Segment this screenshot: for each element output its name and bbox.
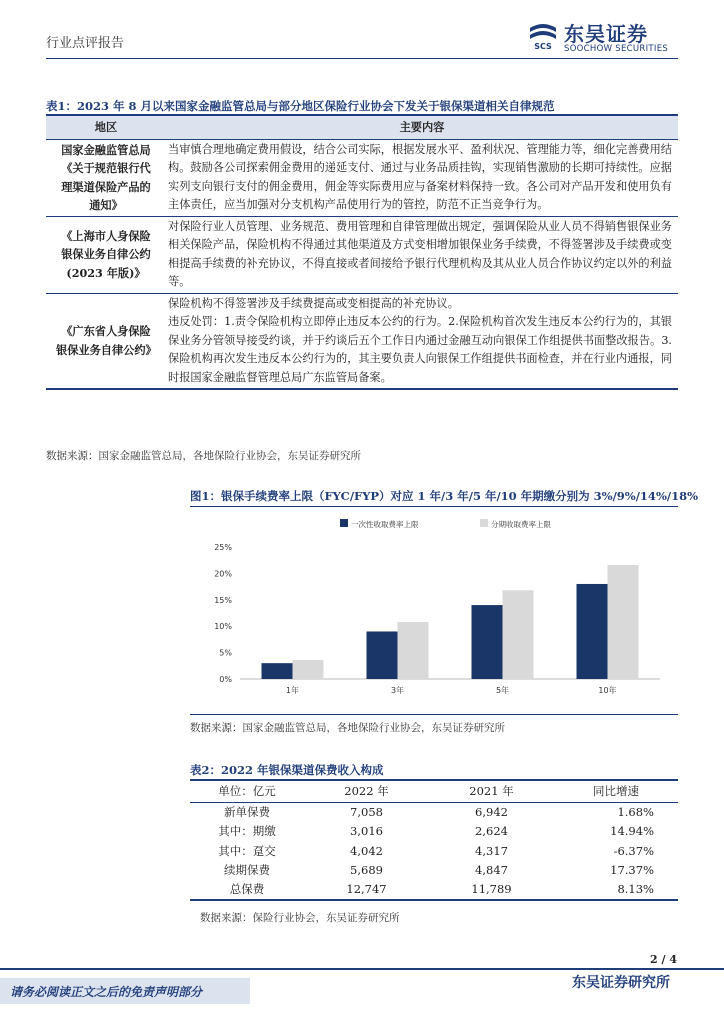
value-2022: 5,689 — [350, 863, 383, 878]
value-2022: 4,042 — [350, 843, 383, 858]
logo-mark-text: SCS — [534, 42, 552, 50]
institute-name: 东吴证券研究所 — [572, 975, 670, 991]
table2-header-growth: 同比增速 — [554, 780, 678, 802]
x-tick-label: 10年 — [598, 686, 617, 695]
row-label: 新单保费 — [224, 805, 270, 819]
table-row — [46, 216, 678, 293]
value-2021: 4,847 — [475, 863, 508, 878]
table-row — [46, 139, 678, 216]
x-tick-label: 3年 — [390, 686, 405, 695]
bar — [262, 663, 293, 679]
bar — [503, 590, 534, 679]
legend-swatch — [480, 519, 488, 527]
table1-title: 表1：2023 年 8 月以来国家金融监管总局与部分地区保险行业协会下发关于银保渠道相关自律规范 — [46, 99, 555, 113]
table-row — [190, 861, 678, 881]
legend-label: 分期收取费率上限 — [491, 520, 551, 529]
logo-mark-icon — [528, 20, 558, 50]
growth-rate: 1.68% — [617, 805, 654, 819]
growth-rate: 17.37% — [610, 863, 654, 878]
table1-header-region: 地区 — [46, 115, 166, 139]
table2-header-2022: 2022 年 — [304, 780, 429, 802]
disclaimer-link[interactable]: 请务必阅读正文之后的免责声明部分 — [10, 985, 203, 999]
figure-top-rule — [190, 506, 678, 507]
table-row — [190, 802, 678, 822]
value-2021: 4,317 — [475, 843, 508, 858]
value-2022: 7,058 — [350, 805, 383, 819]
figure-bottom-rule — [190, 714, 678, 715]
value-2021: 11,789 — [429, 880, 554, 900]
footer-divider — [0, 968, 724, 970]
figure1-title: 图1：银保手续费率上限（FYC/FYP）对应 1 年/3 年/5 年/10 年期缴分别为 3%/9%/14%/18% — [190, 489, 698, 503]
logo-cn: 东吴证券 — [564, 22, 648, 46]
content-cell: 对保险行业人员管理、业务规范、费用管理和自律管理做出规定，强调保险从业人员不得销售银保业务相关保险产品，保险机构不得通过其他渠道及方式变相增加银保业务手续费，不得签署涉及手续费或变相提高手续费的补充协议，不得直接或者间接给予银行代理机构及其从业人员合作协议约定以外的利益等。 — [166, 216, 678, 293]
row-label: 总保费 — [190, 880, 304, 900]
value-2022: 12,747 — [304, 880, 429, 900]
growth-rate: 8.13% — [554, 880, 678, 900]
y-tick-label: 20% — [214, 569, 232, 579]
figure1-source: 数据来源：国家金融监管总局，各地保险行业协会，东吴证券研究所 — [190, 722, 505, 734]
bar — [398, 622, 429, 679]
value-2022: 3,016 — [350, 824, 383, 839]
table2-header-unit: 单位：亿元 — [190, 780, 304, 802]
fee-rate-chart — [190, 510, 678, 710]
content-cell: 当审慎合理地确定费用假设，结合公司实际，根据发展水平、盈利状况、管理能力等，细化完善费用结构。鼓励各公司探索佣金费用的递延支付、通过与业务品质挂钩，实现销售激励的长期可持续性。应据实列支向银行支付的佣金费用，佣金等实际费用应与备案材料保持一致。各公司对产品开发和使用负有主体责任，应当加强对分支机构产品使用行为的管控，防范不正当竞争行为。 — [168, 142, 672, 211]
header-divider — [46, 58, 678, 59]
growth-rate: -6.37% — [613, 843, 654, 858]
table2-header-2021: 2021 年 — [429, 780, 554, 802]
page-number: 2 / 4 — [650, 953, 677, 966]
bar — [293, 660, 324, 679]
table-row — [190, 822, 678, 842]
row-label: 续期保费 — [224, 863, 270, 878]
bar — [367, 631, 398, 679]
regulation-table — [46, 114, 678, 390]
value-2021: 6,942 — [475, 805, 508, 819]
y-tick-label: 0% — [219, 675, 232, 684]
report-category: 行业点评报告 — [46, 36, 125, 51]
x-tick-label: 5年 — [495, 686, 510, 695]
table2-source: 数据来源：保险行业协会，东吴证券研究所 — [200, 912, 400, 924]
region-cell: 国家金融监管总局《关于规范银行代理渠道保险产品的通知》 — [61, 142, 151, 212]
y-tick-label: 5% — [219, 648, 232, 658]
region-cell: 《广东省人身保险银保业务自律公约》 — [46, 293, 166, 389]
logo-en: SOOCHOW SECURITIES — [564, 44, 669, 54]
row-label: 其中：趸交 — [218, 843, 276, 858]
bar — [472, 605, 503, 679]
table-row — [190, 841, 678, 861]
bar — [577, 584, 608, 679]
table1-source: 数据来源：国家金融监管总局，各地保险行业协会，东吴证券研究所 — [46, 450, 361, 462]
y-tick-label: 15% — [214, 595, 232, 605]
content-cell — [166, 293, 678, 389]
content-line: 违反处罚：1.责令保险机构立即停止违反本公约的行为。2.保险机构首次发生违反本公约行为的，其银保业务分管领导接受约谈，并于约谈后五个工作日内通过金融互动向银保工作组提供书面整改报告。3.保险机构再次发生违反本公约行为的，其主要负责人向银保工作组提供书面检查，并在行业内通报，同时报国家金融监督管理总局广东监管局备案。 — [168, 315, 672, 384]
content-line: 保险机构不得签署涉及手续费提高或变相提高的补充协议。 — [168, 296, 459, 310]
bar — [608, 565, 639, 679]
table-row — [190, 880, 678, 900]
y-tick-label: 25% — [214, 543, 232, 552]
table1-header-content: 主要内容 — [166, 115, 678, 139]
legend-swatch — [340, 519, 348, 527]
row-label: 其中：期缴 — [218, 824, 276, 839]
region-cell: 《上海市人身保险银保业务自律公约(2023 年版)》 — [46, 216, 166, 293]
table2-title: 表2：2022 年银保渠道保费收入构成 — [190, 763, 384, 777]
growth-rate: 14.94% — [610, 824, 654, 839]
value-2021: 2,624 — [475, 824, 508, 839]
legend-label: 一次性收取费率上限 — [351, 520, 419, 529]
company-logo — [528, 16, 678, 56]
table-row — [46, 293, 678, 389]
x-tick-label: 1年 — [285, 686, 300, 695]
y-tick-label: 10% — [214, 622, 232, 632]
premium-table — [190, 779, 678, 901]
